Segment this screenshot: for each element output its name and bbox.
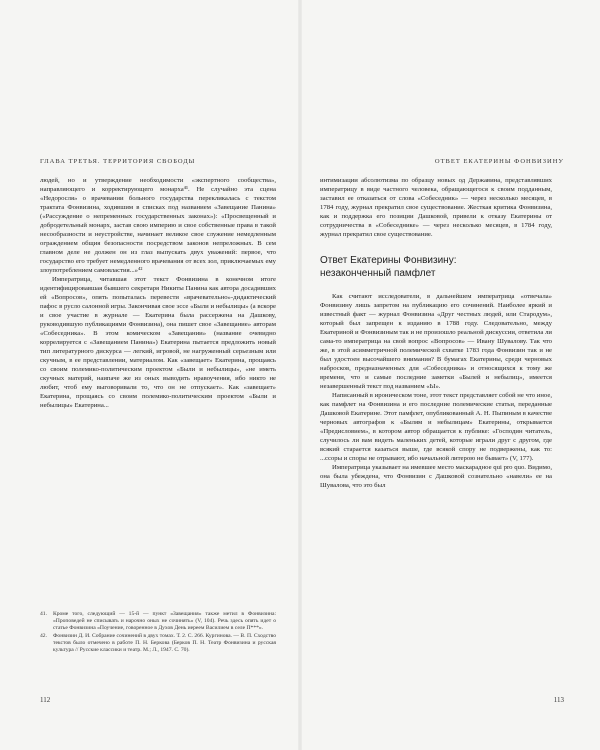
footnote-number: 42.: [40, 633, 47, 640]
footnotes: [40, 611, 276, 656]
section-title-line-2: незаконченный памфлет: [320, 267, 436, 279]
right-page: [300, 0, 600, 750]
left-paragraph-2: Императрица, читавшая этот текст Фонвизина в конечном итоге идентифицировавшая бывшего секретаря Никиты Панина как автора досадивших ей «Вопросов», опять попыталась перевести «врачевательно»-дидактический пафос в русло салонной игры. Закончивая свое эссе «Были и небылицы» (а вскоре и свое участие в журнале — Екатерина была рассержена на Дашкову, руководившую публикациями Фонвизина), она пишет свое «Завещание» авторам «Собеседника». В этом комическом «Завещании» (название очевидно коррелируется с «Завещанием Панина») Екатерина пытается предложить новый тип литературного дискурса — легкий, игровой, не нагруженный серьезным или скучным, в ее представлении, материалом. Как «завещает» Екатерина, прощаясь со своим полемико-политическим проектом «Были и небылицы», «не иметь скучных материй, наипаче же из оных выводить нравоучения, ибо никто не любит, чтоб ему выговоривали то, что он не отпускает». Как «завещает» Екатерина, прощаясь со своим полемико-политическим проектом «Были и небылицы» Екатерина...: [40, 276, 276, 409]
page-number-left: 112: [40, 696, 51, 704]
running-head-right: ОТВЕТ ЕКАТЕРИНЫ ФОНВИЗИНУ: [434, 158, 564, 165]
right-paragraph-1: Как считают исследователи, в дальнейшем императрица «отвечала» Фонвизину лишь запретом на публикацию его сочинений. Наиболее яркий и известный факт — журнал Фонвизина «Друг честных людей, или Стародум», который был запрещен к изданию в 1788 году. Следовательно, между Екатериной и Фонвизиным так и не произошло реальной дискуссии, ответила ли сама-то императрица на свой вопрос «Вопросов» — Ивану Шувалову. Так что же, в этой асимметричной полемической схватке 1783 года Фонвизин так и не был удостоен высочайшего внимания? В бумагах Екатерины, среди черновых набросков, предназначенных для «Собеседника» и относящихся к тому же времени, что и самые последние заметки «Былей и небылиц», имеется незавершенный текст под названием «Ы».: [320, 293, 552, 390]
left-text-column: [40, 176, 276, 410]
section-title-line-1: Ответ Екатерины Фонвизину:: [320, 255, 457, 266]
right-paragraph-intro: интимизации абсолютизма по образцу новых од Державина, представлявших императрицу в виде частного человека, обращающегося к своим подданным, заставил ее отказаться от слова «Собеседник» — через несколько месяцев, в 1784 году, журнал прекратил свое существование. Жесткая критика Фонвизина, как и поддержка его позиции Дашковой, привели к отказу Екатерины от сотрудничества в «Собеседнике» — через несколько месяцев, в 1784 году, журнал прекратил свое существование.: [320, 177, 552, 238]
section-title: [320, 255, 552, 280]
left-paragraph-1: людей, но и утверждение необходимости «экспертного сообщества», направляющего и корректирующего монарха⁴¹. Не случайно эта сцена «Недоросля» о врачевании больного государства перекликалась с текстом трактата Фонвизина, ходившим в списках под названием «Завещание Панина» («Рассуждение о непременных государственных законах»): «Просвещенный и добродетельный монарх, застав свою империю и свое собственные права в такой несообразности и неустройстве, начинает великое свое служение немедленным ограждением общия безопасности посредством законов непреложных. В сем главном деле не должен он из глаз выпускать двух уважений: первое, что государство его требует немедленного врачевания от всех зол, приключаемых ему злоупотреблением самовластия...»⁴²: [40, 177, 276, 274]
running-head-left: ГЛАВА ТРЕТЬЯ. ТЕРРИТОРИЯ СВОБОДЫ: [40, 158, 196, 165]
footnote-text: Фонвизин Д. И. Собрание сочинений в двух томах. Т. 2. С. 266. Кургинова. — В. П. Сходство текстов было отмечено в работе П. Н. Беркова (Берков П. Н. Театр Фонвизина и русская культура // Русские классики и театр. М.; Л., 1947. С. 70).: [53, 633, 276, 654]
right-text-column: [320, 176, 552, 490]
footnote-number: 41.: [40, 611, 47, 617]
right-paragraph-3: Императрица указывает на имевшее место маскарадное qui pro quo. Видимо, она была убеждена, что Фонвизин с Дашковой сознательно «навели» ее на Шувалова, что это был: [320, 464, 552, 489]
right-paragraph-2: Написанный в ироническом тоне, этот текст представляет собой не что иное, как памфлет на Фонвизина и его последние полемические статьи, переданные Дашковой Екатерине. Этот памфлет, опубликованный А. Н. Пыпиным в качестве черновых автографов к «Былям и небылицам» Екатерины, открывается «Предисловием», в котором автор обращается к публике: «Господин читатель, случилось ли вам видеть маленьких детей, которые играли друг с другом, где всякий старается казаться выше, где всякой спору не подвержены, как то: ...ссоры и споры не отрывают, ибо начальной литерою не бывает» (V, 177).: [320, 392, 552, 462]
footnote-42: [40, 633, 276, 654]
footnote-41: [40, 611, 276, 632]
footnote-text: Кроме того, следующий — 15-й — пункт «Завещания» также метил в Фонвизина: «Проповедей не списывать и нарочно оных не сочинять» (V, 104). Речь здесь опять идет о статье Фонвизина «Поучение, говоренное в Духов День иереем Василием в селе П***».: [53, 611, 276, 632]
page-number-right: 113: [553, 696, 564, 704]
